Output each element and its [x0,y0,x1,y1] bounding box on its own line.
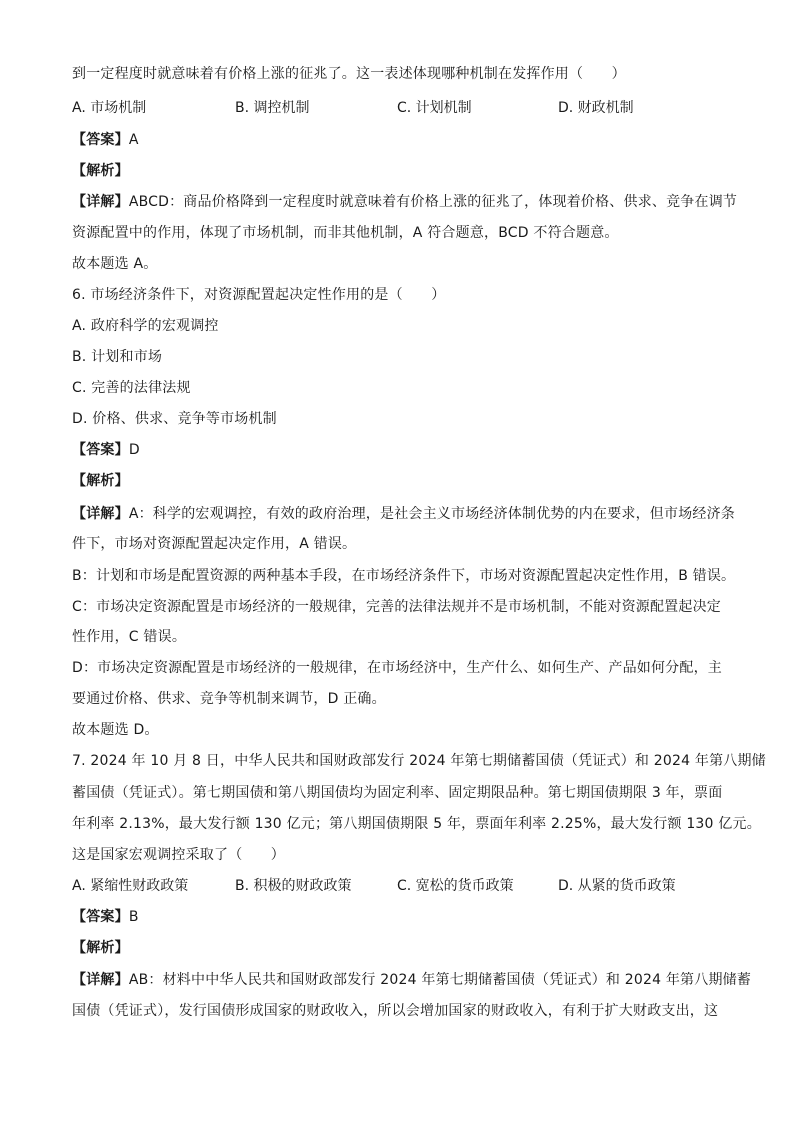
q6-detail-line-3: B：计划和市场是配置资源的两种基本手段，在市场经济条件下，市场对资源配置起决定性作用，B 错误。 [72,568,736,584]
q7-answer [72,907,722,927]
detail-tag: 【详解】 [72,194,129,210]
q6-detail-line-7: 要通过价格、供求、竞争等机制来调节，D 正确。 [72,691,386,707]
q7-detail-line-2: 国债（凭证式），发行国债形成国家的财政收入，所以会增加国家的财政收入，有利于扩大财政支出，这 [72,1003,719,1019]
q7-analysis-heading [72,938,722,958]
q6-analysis-heading [72,471,722,491]
q5-detail-line-1 [72,192,738,212]
q7-option-c: C. 宽松的货币政策 [397,878,514,894]
q6-stem: 6. 市场经济条件下，对资源配置起决定性作用的是（ ） [72,287,446,303]
q7-stem-line-4: 这是国家宏观调控采取了（ ） [72,847,285,863]
q5-option-c: C. 计划机制 [397,100,472,116]
q6-option-a: A. 政府科学的宏观调控 [72,318,219,334]
q5-stem-continuation: 到一定程度时就意味着有价格上涨的征兆了。这一表述体现哪种机制在发挥作用（ ） [72,66,626,82]
answer-value: A [128,132,139,148]
analysis-tag: 【解析】 [72,940,129,956]
q5-detail-line-2: 资源配置中的作用，体现了市场机制，而非其他机制，A 符合题意，BCD 不符合题意。 [72,225,619,241]
detail-text: AB：材料中中华人民共和国财政部发行 2024 年第七期储蓄国债（凭证式）和 2024 年第八期储蓄 [128,972,752,988]
q6-option-c: C. 完善的法律法规 [72,380,191,396]
q7-option-a: A. 紧缩性财政政策 [72,878,189,894]
detail-text: A：科学的宏观调控，有效的政府治理，是社会主义市场经济体制优势的内在要求，但市场经济条 [128,506,735,522]
q6-answer [72,440,722,460]
q6-detail-line-1 [72,504,735,524]
answer-tag: 【答案】 [72,909,129,925]
q7-option-b: B. 积极的财政政策 [235,878,352,894]
answer-tag: 【答案】 [72,132,129,148]
q5-answer [72,130,722,150]
q6-detail-line-4: C：市场决定资源配置是市场经济的一般规律，完善的法律法规并不是市场机制，不能对资源配置起决定 [72,599,721,615]
answer-tag: 【答案】 [72,442,129,458]
answer-value: B [128,909,139,925]
q5-option-d: D. 财政机制 [558,100,634,116]
q6-detail-line-2: 件下，市场对资源配置起决定作用，A 错误。 [72,536,357,552]
q7-stem-line-2: 蓄国债（凭证式）。第七期国债和第八期国债均为固定利率、固定期限品种。第七期国债期限 3 年，票面 [72,785,723,801]
q7-detail-line-1 [72,970,752,990]
q7-stem-line-3: 年利率 2.13%，最大发行额 130 亿元；第八期国债期限 5 年，票面年利率 2.25%，最大发行额 130 亿元。 [72,816,761,832]
q5-option-b: B. 调控机制 [235,100,310,116]
q6-detail-line-6: D：市场决定资源配置是市场经济的一般规律，在市场经济中，生产什么、如何生产、产品如何分配，主 [72,660,722,676]
detail-text: ABCD：商品价格降到一定程度时就意味着有价格上涨的征兆了，体现着价格、供求、竞争在调节 [128,194,738,210]
q6-option-d: D. 价格、供求、竞争等市场机制 [72,411,277,427]
q5-analysis-heading [72,161,722,181]
analysis-tag: 【解析】 [72,473,129,489]
q6-option-b: B. 计划和市场 [72,349,163,365]
q6-detail-line-5: 性作用，C 错误。 [72,629,187,645]
q5-conclusion: 故本题选 A。 [72,256,158,272]
q7-stem-line-1: 7. 2024 年 10 月 8 日，中华人民共和国财政部发行 2024 年第七期储蓄国债（凭证式）和 2024 年第八期储 [72,753,766,769]
detail-tag: 【详解】 [72,506,129,522]
q7-option-d: D. 从紧的货币政策 [558,878,676,894]
q6-conclusion: 故本题选 D。 [72,722,159,738]
q5-option-a: A. 市场机制 [72,100,147,116]
analysis-tag: 【解析】 [72,163,129,179]
answer-value: D [128,442,140,458]
detail-tag: 【详解】 [72,972,129,988]
